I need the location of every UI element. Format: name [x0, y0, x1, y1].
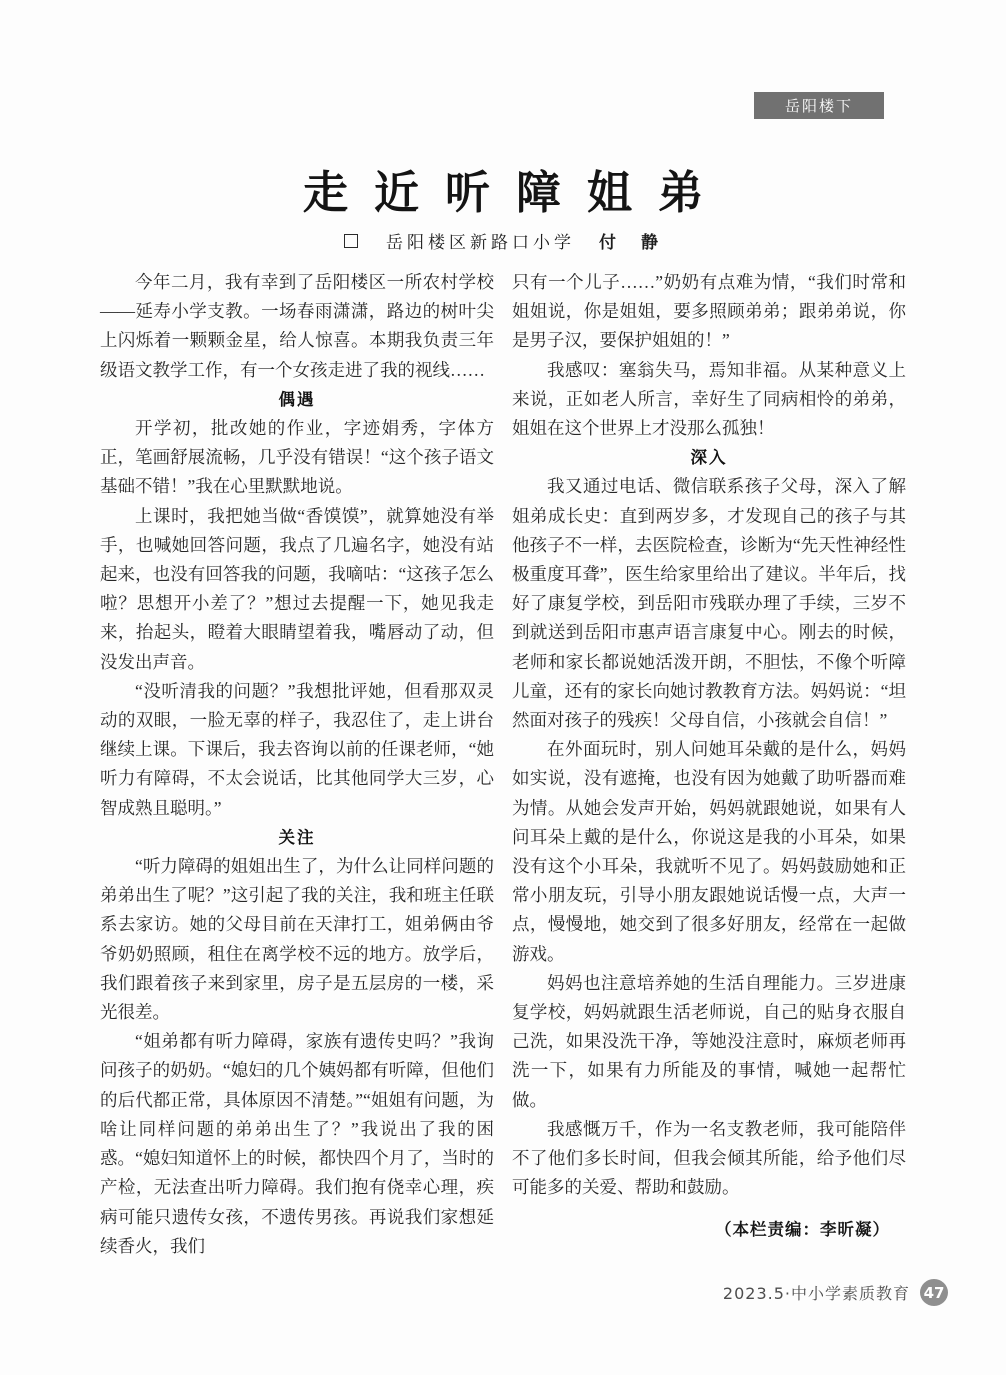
article-right-column — [512, 268, 906, 1244]
footer-issue-label: 2023.5·中小学素质教育 — [722, 1284, 910, 1303]
article-paragraph: 我感叹：塞翁失马，焉知非福。从某种意义上来说，正如老人所言，幸好生了同病相怜的弟弟，姐姐在这个世界上才没那么孤独！ — [512, 359, 906, 439]
column-tag-badge: 岳阳楼下 — [754, 92, 884, 119]
article-paragraph: 我又通过电话、微信联系孩子父母，深入了解姐弟成长史：直到两岁多，才发现自己的孩子与其他孩子不一样，去医院检查，诊断为“先天性神经性极重度耳聋”，医生给家里给出了建议。半年后，找好了康复学校，到岳阳市残联办理了手续，三岁不到就送到岳阳市惠声语言康复中心。刚去的时候，老师和家长都说她活泼开朗，不胆怯，不像个听障儿童，还有的家长向她讨教教育方法。妈妈说：“坦然面对孩子的残疾！父母自信，小孩就会自信！” — [512, 476, 906, 731]
page-number-badge: 47 — [920, 1279, 948, 1306]
section-heading: 偶遇 — [278, 389, 316, 409]
article-left-column — [100, 268, 494, 1261]
author-name: 付 静 — [599, 233, 662, 252]
article-paragraph: 上课时，我把她当做“香馍馍”，就算她没有举手，也喊她回答问题，我点了几遍名字，她没有站起来，也没有回答我的问题，我嘀咕：“这孩子怎么啦？思想开小差了？”想过去提醒一下，她见我走来，抬起头，瞪着大眼睛望着我，嘴唇动了动，但没发出声音。 — [100, 505, 494, 672]
article-paragraph: 今年二月，我有幸到了岳阳楼区一所农村学校——延寿小学支教。一场春雨潇潇，路边的树叶尖上闪烁着一颗颗金星，给人惊喜。本期我负责三年级语文教学工作，有一个女孩走进了我的视线…… — [100, 272, 494, 380]
page-footer — [723, 1279, 948, 1306]
article-paragraph: 只有一个儿子……”奶奶有点难为情，“我们时常和姐姐说，你是姐姐，要多照顾弟弟；跟弟弟说，你是男子汉，要保护姐姐的！” — [512, 272, 906, 351]
section-heading: 深入 — [690, 448, 728, 468]
author-affiliation: 岳阳楼区新路口小学 — [386, 233, 575, 252]
author-box-icon — [344, 234, 358, 248]
section-heading: 关注 — [278, 827, 316, 847]
article-paragraph: “听力障碍的姐姐出生了，为什么让同样问题的弟弟出生了呢？”这引起了我的关注，我和班主任联系去家访。她的父母目前在天津打工，姐弟俩由爷爷奶奶照顾，租住在离学校不远的地方。放学后，我们跟着孩子来到家里，房子是五层房的一楼，采光很差。 — [100, 856, 495, 1023]
article-paragraph: 我感慨万千，作为一名支教老师，我可能陪伴不了他们多长时间，但我会倾其所能，给予他们尽可能多的关爱、帮助和鼓励。 — [512, 1118, 906, 1198]
article-paragraph: “姐弟都有听力障碍，家族有遗传史吗？”我询问孩子的奶奶。“媳妇的几个姨妈都有听障，但他们的后代都正常，具体原因不清楚。”“姐姐有问题，为啥让同样问题的弟弟出生了？”我说出了我的困惑。“媳妇知道怀上的时候，都快四个月了，当时的产检，无法查出听力障碍。我们抱有侥幸心理，疾病可能只遗传女孩，不遗传男孩。再说我们家想延续香火，我们 — [100, 1031, 495, 1256]
article-title: 走近听障姐弟 — [302, 166, 729, 219]
author-line — [0, 228, 1006, 253]
article-paragraph: 妈妈也注意培养她的生活自理能力。三岁进康复学校，妈妈就跟生活老师说，自己的贴身衣服自己洗，如果没洗干净，等她没注意时，麻烦老师再洗一下，如果有力所能及的事情，喊她一起帮忙做。 — [512, 972, 906, 1110]
article-paragraph: 在外面玩时，别人问她耳朵戴的是什么，妈妈如实说，没有遮掩，也没有因为她戴了助听器而难为情。从她会发声开始，妈妈就跟她说，如果有人问耳朵上戴的是什么，你说这是我的小耳朵，如果没有这个小耳朵，我就听不见了。妈妈鼓励她和正常小朋友玩，引导小朋友跟她说话慢一点，大声一点，慢慢地，她交到了很多好朋友，经常在一起做游戏。 — [512, 739, 906, 964]
article-paragraph: 开学初，批改她的作业，字迹娟秀，字体方正，笔画舒展流畅，几乎没有错误！“这个孩子语文基础不错！”我在心里默默地说。 — [100, 418, 494, 497]
article-paragraph: “没听清我的问题？”我想批评她，但看那双灵动的双眼，一脸无辜的样子，我忍住了，走上讲台继续上课。下课后，我去咨询以前的任课老师，“她听力有障碍，不太会说话，比其他同学大三岁，心智成熟且聪明。” — [100, 680, 494, 818]
editor-note: （本栏责编：李昕凝） — [715, 1219, 890, 1239]
